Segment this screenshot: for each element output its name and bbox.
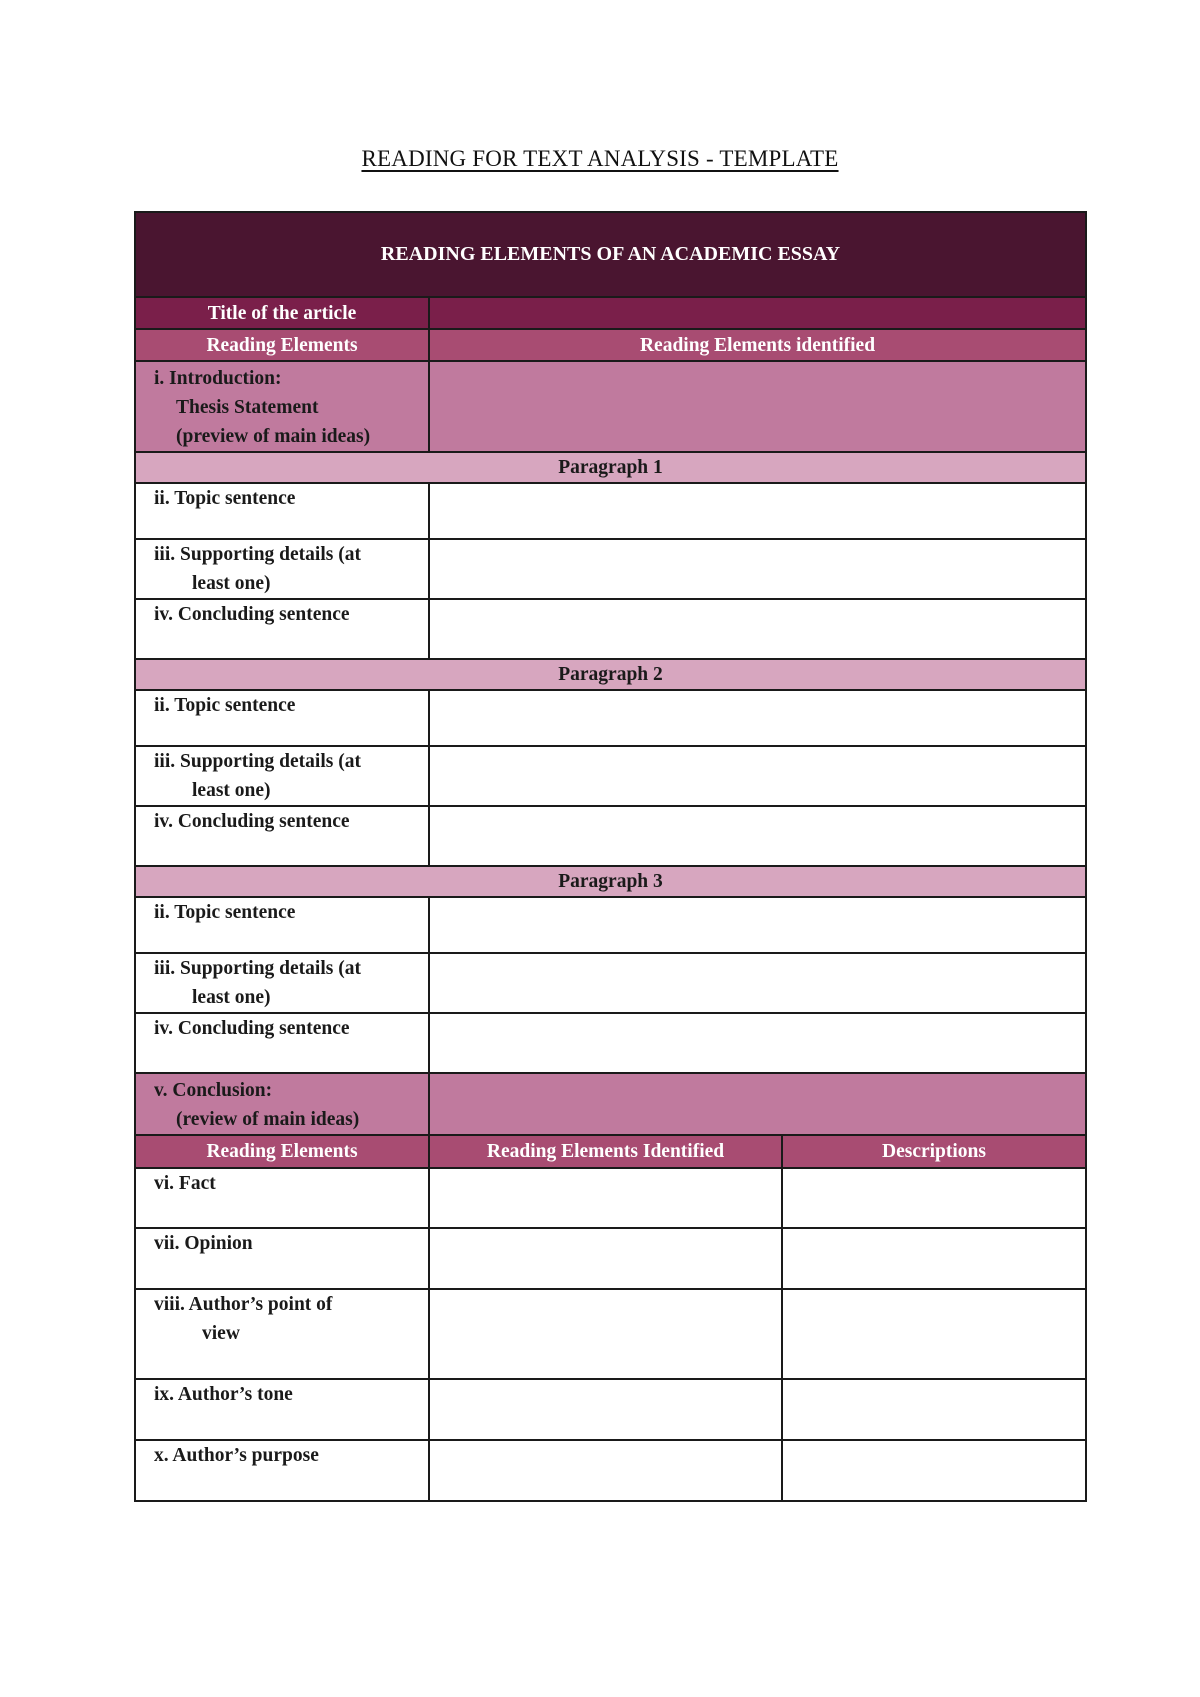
tone-description-cell[interactable] [782,1379,1086,1440]
header-reading-elements [135,329,429,361]
paragraph-3-support-line-2: least one) [192,987,271,1008]
paragraph-2-heading [135,659,1086,690]
paragraph-3-support-line-1: iii. Supporting details (at [154,958,361,979]
paragraph-3-heading [135,866,1086,897]
purpose-text: x. Author’s purpose [154,1445,319,1466]
paragraph-2-support-line-1: iii. Supporting details (at [154,751,361,772]
header-elements-identified [429,329,1086,361]
paragraph-3-concluding-label [135,1013,429,1073]
pov-line-1: viii. Author’s point of [154,1294,333,1315]
paragraph-1-topic-text: ii. Topic sentence [154,488,296,509]
paragraph-2-topic-answer[interactable] [429,690,1086,746]
conclusion-answer-cell[interactable] [429,1073,1086,1135]
intro-answer-cell[interactable] [429,361,1086,452]
paragraph-1-support-answer[interactable] [429,539,1086,599]
table-banner [135,212,1086,297]
paragraph-1-heading-label: Paragraph 1 [558,457,663,478]
header-elements-identified-label: Reading Elements identified [639,334,876,356]
paragraph-2-concluding-text: iv. Concluding sentence [154,811,350,832]
pov-description-cell[interactable] [782,1289,1086,1379]
fact-identified-cell[interactable] [429,1168,782,1228]
paragraph-2-support-line-2: least one) [192,780,271,801]
fact-description-cell[interactable] [782,1168,1086,1228]
paragraph-3-topic-label [135,897,429,953]
paragraph-3-concluding-text: iv. Concluding sentence [154,1018,350,1039]
paragraph-3-topic-text: ii. Topic sentence [154,902,296,923]
purpose-identified-cell[interactable] [429,1440,782,1501]
title-value-cell[interactable] [429,297,1086,329]
header-reading-elements-label: Reading Elements [206,334,358,356]
fact-label [135,1168,429,1228]
paragraph-3-support-answer[interactable] [429,953,1086,1013]
document-title: READING FOR TEXT ANALYSIS - TEMPLATE [361,146,839,171]
opinion-description-cell[interactable] [782,1228,1086,1289]
paragraph-3-topic-answer[interactable] [429,897,1086,953]
paragraph-2-concluding-answer[interactable] [429,806,1086,866]
paragraph-1-concluding-label [135,599,429,659]
paragraph-1-support-line-2: least one) [192,573,271,594]
opinion-identified-cell[interactable] [429,1228,782,1289]
analysis-table [134,211,1087,1502]
intro-label-cell [135,361,429,452]
paragraph-3-support-label [135,953,429,1013]
conclusion-line-1: v. Conclusion: [154,1080,273,1101]
fact-text: vi. Fact [154,1173,216,1194]
header2-descriptions-label: Descriptions [882,1141,986,1162]
paragraph-1-support-label [135,539,429,599]
header2-reading-elements-label: Reading Elements [206,1141,358,1162]
conclusion-line-2: (review of main ideas) [176,1109,360,1130]
paragraph-2-topic-text: ii. Topic sentence [154,695,296,716]
paragraph-2-support-answer[interactable] [429,746,1086,806]
title-label-cell [135,297,429,329]
paragraph-1-topic-answer[interactable] [429,483,1086,539]
tone-identified-cell[interactable] [429,1379,782,1440]
paragraph-2-heading-label: Paragraph 2 [558,664,663,685]
intro-line-2: Thesis Statement [176,397,319,418]
pov-line-2: view [202,1323,240,1344]
paragraph-1-concluding-answer[interactable] [429,599,1086,659]
header2-descriptions [782,1135,1086,1168]
paragraph-2-concluding-label [135,806,429,866]
purpose-label [135,1440,429,1501]
tone-text: ix. Author’s tone [154,1384,293,1405]
header2-elements-identified [429,1135,782,1168]
paragraph-1-concluding-text: iv. Concluding sentence [154,604,350,625]
paragraph-1-heading [135,452,1086,483]
pov-identified-cell[interactable] [429,1289,782,1379]
opinion-text: vii. Opinion [154,1233,253,1254]
paragraph-2-topic-label [135,690,429,746]
pov-label [135,1289,429,1379]
intro-line-3: (preview of main ideas) [176,426,371,447]
table-banner-text: READING ELEMENTS OF AN ACADEMIC ESSAY [380,243,841,265]
conclusion-label-cell [135,1073,429,1135]
header2-elements-identified-label: Reading Elements Identified [486,1141,725,1162]
tone-label [135,1379,429,1440]
title-label: Title of the article [207,302,357,324]
header2-reading-elements [135,1135,429,1168]
opinion-label [135,1228,429,1289]
purpose-description-cell[interactable] [782,1440,1086,1501]
paragraph-1-topic-label [135,483,429,539]
paragraph-3-heading-label: Paragraph 3 [558,871,663,892]
paragraph-1-support-line-1: iii. Supporting details (at [154,544,361,565]
intro-line-1: i. Introduction: [154,368,282,389]
paragraph-2-support-label [135,746,429,806]
paragraph-3-concluding-answer[interactable] [429,1013,1086,1073]
